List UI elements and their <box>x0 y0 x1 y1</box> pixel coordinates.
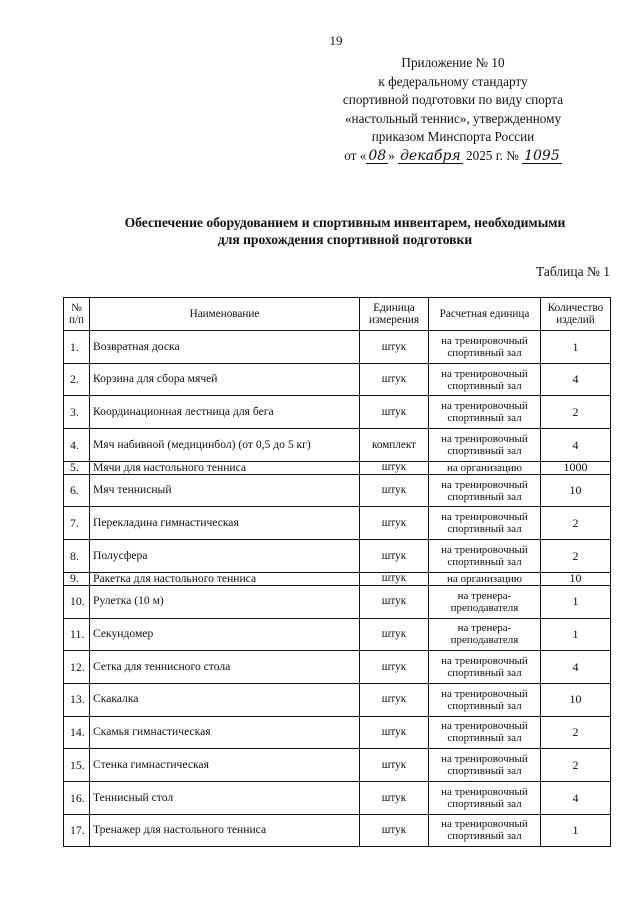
cell-name: Теннисный стол <box>90 781 360 814</box>
cell-name: Секундомер <box>90 618 360 651</box>
cell-num: 12. <box>64 651 90 684</box>
cell-calc: на тренировочный спортивный зал <box>429 429 541 462</box>
cell-unit: штук <box>360 814 429 847</box>
equipment-table <box>63 297 611 847</box>
cell-num: 5. <box>64 461 90 474</box>
cell-unit: штук <box>360 507 429 540</box>
cell-calc: на тренировочный спортивный зал <box>429 540 541 573</box>
appendix-line: Приложение № 10 <box>401 55 505 70</box>
table-row <box>64 716 611 749</box>
cell-calc: на тренировочный спортивный зал <box>429 331 541 364</box>
date-prefix: от « <box>344 147 367 163</box>
cell-calc: на организацию <box>429 572 541 585</box>
cell-calc: на тренировочный спортивный зал <box>429 363 541 396</box>
handwritten-month: декабря <box>400 147 461 164</box>
header-calc: Расчетная единица <box>429 298 541 331</box>
cell-qty: 1000 <box>541 461 611 474</box>
table-row <box>64 331 611 364</box>
cell-qty: 2 <box>541 540 611 573</box>
cell-name: Мяч теннисный <box>90 474 360 507</box>
cell-calc: на тренировочный спортивный зал <box>429 474 541 507</box>
header-qty: Количество изделий <box>541 298 611 331</box>
cell-num: 2. <box>64 363 90 396</box>
cell-name: Тренажер для настольного тенниса <box>90 814 360 847</box>
cell-unit: штук <box>360 781 429 814</box>
cell-qty: 2 <box>541 749 611 782</box>
cell-calc: на тренера-преподавателя <box>429 585 541 618</box>
cell-num: 11. <box>64 618 90 651</box>
cell-name: Ракетка для настольного тенниса <box>90 572 360 585</box>
cell-unit: штук <box>360 540 429 573</box>
table-row <box>64 814 611 847</box>
appendix-line: спортивной подготовки по виду спорта <box>342 92 564 107</box>
page-number: 19 <box>329 33 343 48</box>
cell-qty: 1 <box>541 585 611 618</box>
cell-calc: на организацию <box>429 461 541 474</box>
cell-name: Скамья гимнастическая <box>90 716 360 749</box>
table-row <box>64 749 611 782</box>
table-row <box>64 585 611 618</box>
cell-calc: на тренировочный спортивный зал <box>429 507 541 540</box>
cell-unit: штук <box>360 716 429 749</box>
cell-num: 13. <box>64 683 90 716</box>
cell-qty: 10 <box>541 474 611 507</box>
date-mid: » <box>388 147 395 163</box>
table-row <box>64 429 611 462</box>
table-row <box>64 781 611 814</box>
cell-calc: на тренировочный спортивный зал <box>429 396 541 429</box>
title-line: для прохождения спортивной подготовки <box>217 232 473 247</box>
appendix-date-line <box>320 147 586 166</box>
cell-unit: штук <box>360 331 429 364</box>
cell-qty: 10 <box>541 572 611 585</box>
table-row <box>64 363 611 396</box>
cell-num: 1. <box>64 331 90 364</box>
cell-num: 9. <box>64 572 90 585</box>
cell-unit: штук <box>360 618 429 651</box>
appendix-line: «настольный теннис», утвержденному <box>344 110 562 126</box>
cell-calc: на тренировочный спортивный зал <box>429 651 541 684</box>
table-row <box>64 618 611 651</box>
cell-calc: на тренера-преподавателя <box>429 618 541 651</box>
cell-calc: на тренировочный спортивный зал <box>429 683 541 716</box>
cell-num: 7. <box>64 507 90 540</box>
cell-qty: 2 <box>541 507 611 540</box>
cell-unit: штук <box>360 461 429 474</box>
cell-num: 8. <box>64 540 90 573</box>
cell-num: 10. <box>64 585 90 618</box>
cell-num: 15. <box>64 749 90 782</box>
header-unit: Единица измерения <box>360 298 429 331</box>
date-year: 2025 г. № <box>466 147 519 163</box>
cell-unit: штук <box>360 474 429 507</box>
cell-unit: штук <box>360 683 429 716</box>
cell-qty: 2 <box>541 396 611 429</box>
table-row <box>64 683 611 716</box>
table-label: Таблица № 1 <box>536 264 610 279</box>
cell-num: 3. <box>64 396 90 429</box>
cell-qty: 1 <box>541 618 611 651</box>
cell-qty: 1 <box>541 331 611 364</box>
cell-name: Полусфера <box>90 540 360 573</box>
cell-calc: на тренировочный спортивный зал <box>429 781 541 814</box>
table-row <box>64 474 611 507</box>
cell-name: Перекладина гимнастическая <box>90 507 360 540</box>
cell-qty: 2 <box>541 716 611 749</box>
document-title <box>60 214 630 248</box>
table-row <box>64 540 611 573</box>
cell-unit: комплект <box>360 429 429 462</box>
cell-qty: 1 <box>541 814 611 847</box>
cell-calc: на тренировочный спортивный зал <box>429 749 541 782</box>
header-num: № п/п <box>64 298 90 331</box>
cell-qty: 4 <box>541 363 611 396</box>
handwritten-day: 08 <box>368 147 387 164</box>
cell-unit: штук <box>360 396 429 429</box>
cell-qty: 4 <box>541 429 611 462</box>
appendix-header <box>320 54 586 165</box>
appendix-line: приказом Минспорта России <box>371 129 535 144</box>
cell-qty: 4 <box>541 781 611 814</box>
cell-name: Сетка для теннисного стола <box>90 651 360 684</box>
table-row <box>64 572 611 585</box>
cell-name: Координационная лестница для бега <box>90 396 360 429</box>
cell-qty: 10 <box>541 683 611 716</box>
cell-num: 14. <box>64 716 90 749</box>
cell-name: Корзина для сбора мячей <box>90 363 360 396</box>
cell-name: Мяч набивной (медицинбол) (от 0,5 до 5 кг) <box>90 429 360 462</box>
cell-qty: 4 <box>541 651 611 684</box>
cell-name: Возвратная доска <box>90 331 360 364</box>
title-line: Обеспечение оборудованием и спортивным инвентарем, необходимыми <box>124 215 566 230</box>
cell-name: Мячи для настольного тенниса <box>90 461 360 474</box>
handwritten-order-number: 1095 <box>524 147 560 164</box>
cell-num: 16. <box>64 781 90 814</box>
table-row <box>64 651 611 684</box>
cell-calc: на тренировочный спортивный зал <box>429 716 541 749</box>
table-row <box>64 507 611 540</box>
table-row <box>64 461 611 474</box>
cell-name: Рулетка (10 м) <box>90 585 360 618</box>
table-row <box>64 396 611 429</box>
cell-unit: штук <box>360 749 429 782</box>
cell-unit: штук <box>360 363 429 396</box>
cell-num: 6. <box>64 474 90 507</box>
cell-unit: штук <box>360 585 429 618</box>
table-header-row <box>64 298 611 331</box>
appendix-line: к федеральному стандарту <box>378 73 528 89</box>
cell-name: Стенка гимнастическая <box>90 749 360 782</box>
cell-num: 4. <box>64 429 90 462</box>
cell-name: Скакалка <box>90 683 360 716</box>
header-name: Наименование <box>90 298 360 331</box>
cell-calc: на тренировочный спортивный зал <box>429 814 541 847</box>
cell-unit: штук <box>360 651 429 684</box>
cell-num: 17. <box>64 814 90 847</box>
cell-unit: штук <box>360 572 429 585</box>
